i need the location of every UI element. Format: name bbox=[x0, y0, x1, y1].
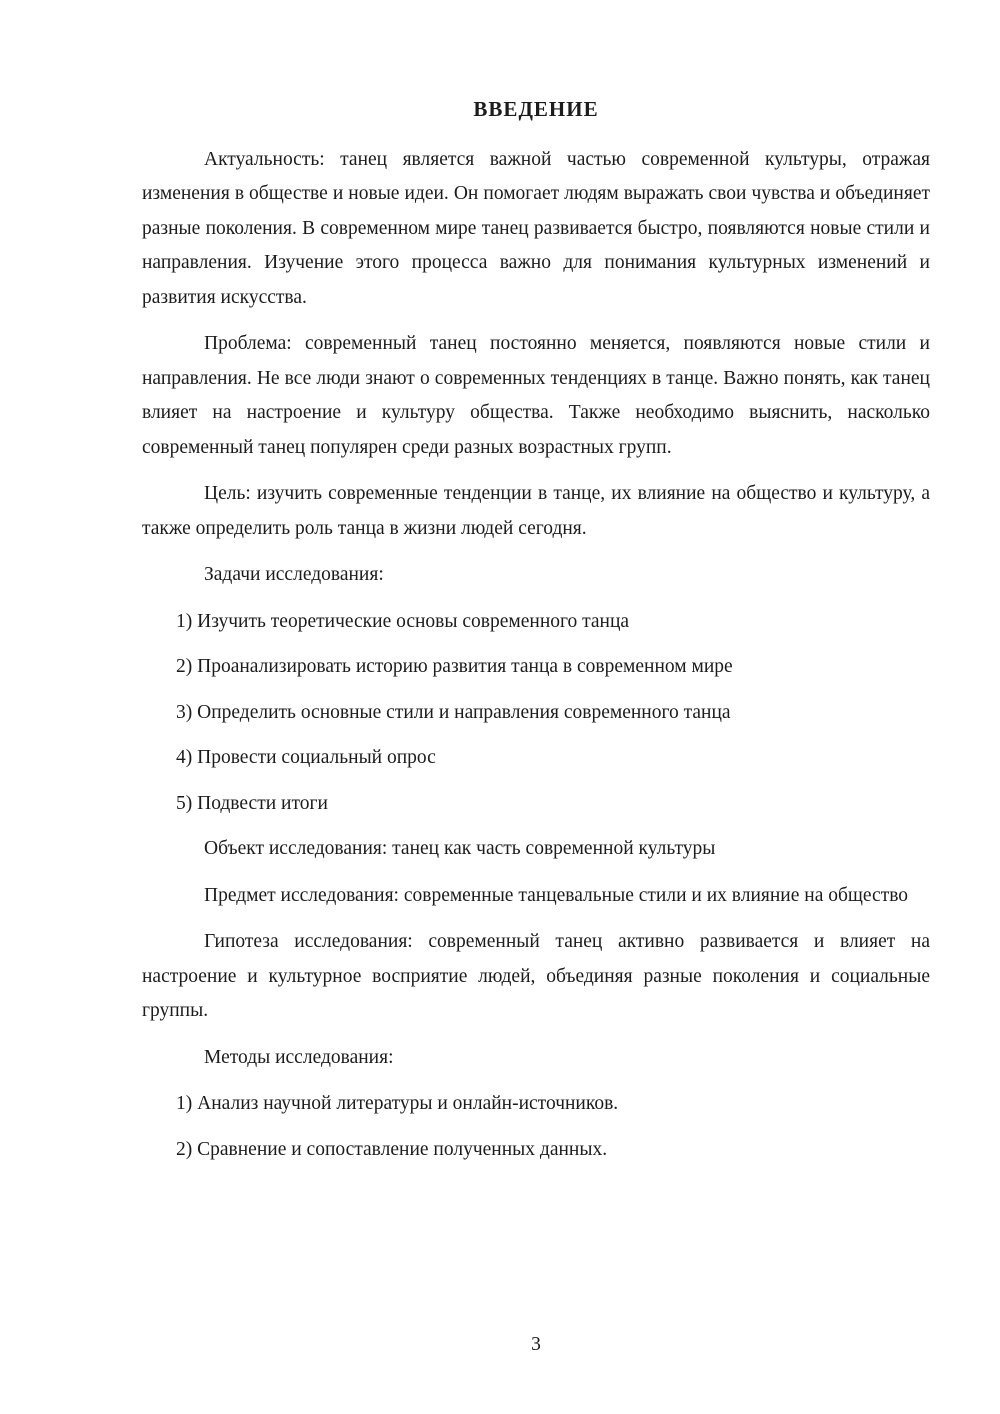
paragraph-goal: Цель: изучить современные тенденции в танце, их влияние на общество и культуру, а также определить роль танца в жизни людей сегодня. bbox=[142, 483, 930, 539]
task-item-4: 4) Провести социальный опрос bbox=[176, 747, 436, 768]
method-item-1: 1) Анализ научной литературы и онлайн-источников. bbox=[176, 1093, 619, 1114]
paragraph-relevance: Актуальность: танец является важной частью современной культуры, отражая изменения в обществе и новые идеи. Он помогает людям выражать свои чувства и объединяет разные поколения. В современном мире танец развивается быстро, появляются новые стили и направления. Изучение этого процесса важно для понимания культурных изменений и развития искусства. bbox=[142, 148, 930, 308]
tasks-heading: Задачи исследования: bbox=[204, 564, 384, 585]
paragraph-hypothesis: Гипотеза исследования: современный танец активно развивается и влияет на настроение и культурное восприятие людей, объединяя разные поколения и социальные группы. bbox=[142, 931, 930, 1021]
task-item-3: 3) Определить основные стили и направления современного танца bbox=[176, 701, 731, 723]
task-item-5: 5) Подвести итоги bbox=[176, 792, 328, 814]
paragraph-object: Объект исследования: танец как часть современной культуры bbox=[204, 838, 716, 859]
page-number: 3 bbox=[531, 1334, 541, 1355]
methods-heading: Методы исследования: bbox=[204, 1046, 394, 1068]
paragraph-subject: Предмет исследования: современные танцевальные стили и их влияние на общество bbox=[204, 884, 909, 906]
task-item-1: 1) Изучить теоретические основы современного танца bbox=[176, 610, 630, 632]
task-item-2: 2) Проанализировать историю развития танца в современном мире bbox=[176, 656, 733, 677]
method-item-2: 2) Сравнение и сопоставление полученных данных. bbox=[176, 1138, 608, 1160]
paragraph-problem: Проблема: современный танец постоянно меняется, появляются новые стили и направления. Не все люди знают о современных тенденциях в танце. Важно понять, как танец влияет на настроение и культуру общества. Также необходимо выяснить, насколько современный танец популярен среди разных возрастных групп. bbox=[142, 333, 930, 458]
page-title: ВВЕДЕНИЕ bbox=[473, 97, 599, 121]
